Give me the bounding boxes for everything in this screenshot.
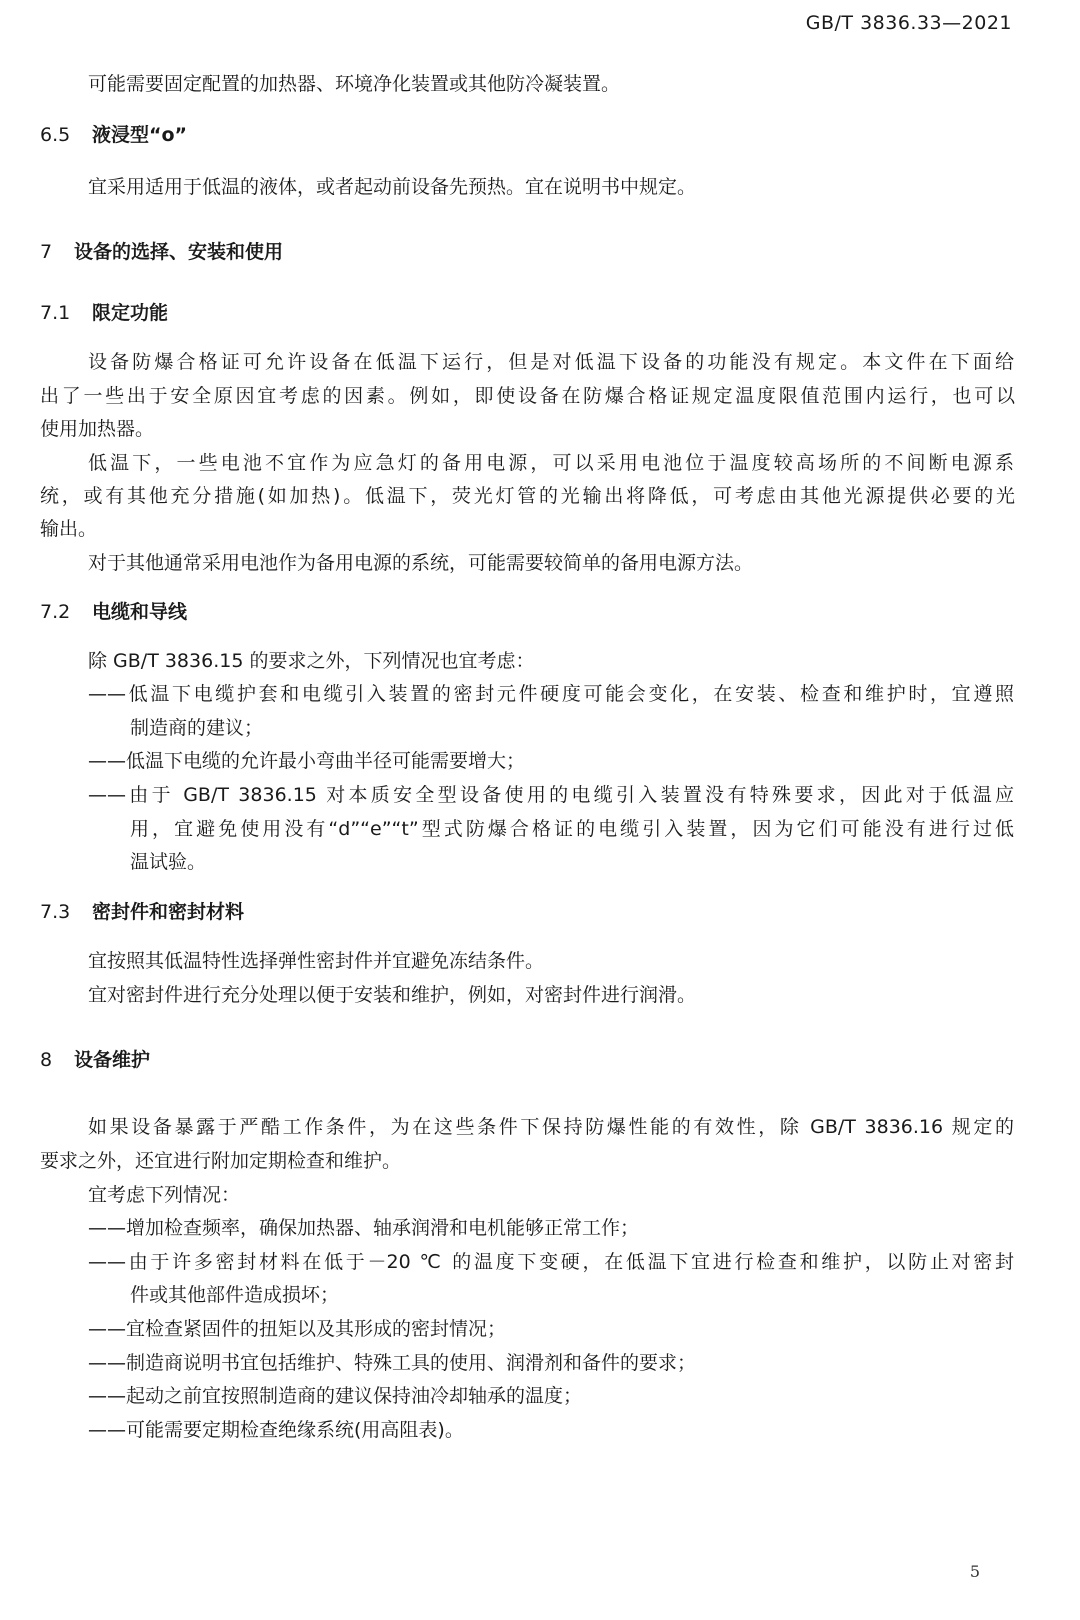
list-item-continuation: 温试验。 <box>130 851 207 873</box>
section-number: 8 <box>40 1049 53 1071</box>
section-title: 设备维护 <box>74 1049 151 1071</box>
section-number: 7.2 <box>40 601 71 623</box>
paragraph-line: 宜按照其低温特性选择弹性密封件并宜避免冻结条件。 <box>88 950 545 972</box>
section-number: 7.1 <box>40 302 71 324</box>
section-heading-7 <box>0 237 1080 267</box>
list-item: ——由于 GB/T 3836.15 对本质安全型设备使用的电缆引入装置没有特殊要求，因此对于低温应 <box>88 784 1014 806</box>
paragraph-line: 对于其他通常采用电池作为备用电源的系统，可能需要较简单的备用电源方法。 <box>88 552 754 574</box>
list-item: ——增加检查频率，确保加热器、轴承润滑和电机能够正常工作； <box>88 1217 640 1239</box>
list-item-continuation: 用，宜避免使用没有“d”“e”“t”型式防爆合格证的电缆引入装置，因为它们可能没有进行过低 <box>130 818 1014 840</box>
paragraph-line: 宜考虑下列情况： <box>88 1184 241 1206</box>
list-item-continuation: 制造商的建议； <box>130 717 264 739</box>
section-title: 限定功能 <box>92 302 169 324</box>
list-item-continuation: 件或其他部件造成损坏； <box>130 1284 340 1306</box>
section-heading-7-3 <box>0 897 1080 927</box>
list-item: ——低温下电缆的允许最小弯曲半径可能需要增大； <box>88 750 526 772</box>
paragraph-line: 设备防爆合格证可允许设备在低温下运行，但是对低温下设备的功能没有规定。本文件在下面给 <box>88 351 1014 373</box>
paragraph-line: 除 GB/T 3836.15 的要求之外，下列情况也宜考虑： <box>88 650 535 672</box>
page-number: 5 <box>969 1562 980 1581</box>
paragraph-line: 宜采用适用于低温的液体，或者起动前设备先预热。宜在说明书中规定。 <box>88 176 697 198</box>
section-title: 液浸型“o” <box>92 124 188 146</box>
list-item: ——起动之前宜按照制造商的建议保持油冷却轴承的温度； <box>88 1385 583 1407</box>
list-item: ——宜检查紧固件的扭矩以及其形成的密封情况； <box>88 1318 507 1340</box>
paragraph-line: 出了一些出于安全原因宜考虑的因素。例如，即使设备在防爆合格证规定温度限值范围内运行，也可以 <box>40 385 1015 407</box>
paragraph-line: 输出。 <box>40 518 98 540</box>
section-title: 密封件和密封材料 <box>92 901 245 923</box>
paragraph-line: 可能需要固定配置的加热器、环境净化装置或其他防冷凝装置。 <box>88 73 621 95</box>
paragraph-line: 如果设备暴露于严酷工作条件，为在这些条件下保持防爆性能的有效性，除 GB/T 3836.16 规定的 <box>88 1116 1014 1138</box>
list-item: ——低温下电缆护套和电缆引入装置的密封元件硬度可能会变化，在安装、检查和维护时，宜遵照 <box>88 683 1014 705</box>
section-heading-6-5 <box>0 120 1080 150</box>
paragraph-line: 使用加热器。 <box>40 418 155 440</box>
paragraph-line: 低温下，一些电池不宜作为应急灯的备用电源，可以采用电池位于温度较高场所的不间断电源系 <box>88 452 1014 474</box>
list-item: ——由于许多密封材料在低于－20 ℃ 的温度下变硬，在低温下宜进行检查和维护，以防止对密封 <box>88 1251 1014 1273</box>
paragraph-line: 宜对密封件进行充分处理以便于安装和维护，例如，对密封件进行润滑。 <box>88 984 697 1006</box>
list-item: ——可能需要定期检查绝缘系统(用高阻表)。 <box>88 1419 464 1441</box>
standard-code: GB/T 3836.33—2021 <box>805 12 1012 34</box>
section-number: 7 <box>40 241 53 263</box>
section-heading-8 <box>0 1045 1080 1075</box>
section-title: 设备的选择、安装和使用 <box>74 241 284 263</box>
paragraph-line: 统，或有其他充分措施(如加热)。低温下，荧光灯管的光输出将降低，可考虑由其他光源提供必要的光 <box>40 485 1015 507</box>
paragraph-line: 要求之外，还宜进行附加定期检查和维护。 <box>40 1150 402 1172</box>
list-item: ——制造商说明书宜包括维护、特殊工具的使用、润滑剂和备件的要求； <box>88 1352 697 1374</box>
section-number: 7.3 <box>40 901 71 923</box>
section-heading-7-1 <box>0 298 1080 328</box>
section-number: 6.5 <box>40 124 71 146</box>
section-heading-7-2 <box>0 597 1080 627</box>
section-title: 电缆和导线 <box>92 601 188 623</box>
